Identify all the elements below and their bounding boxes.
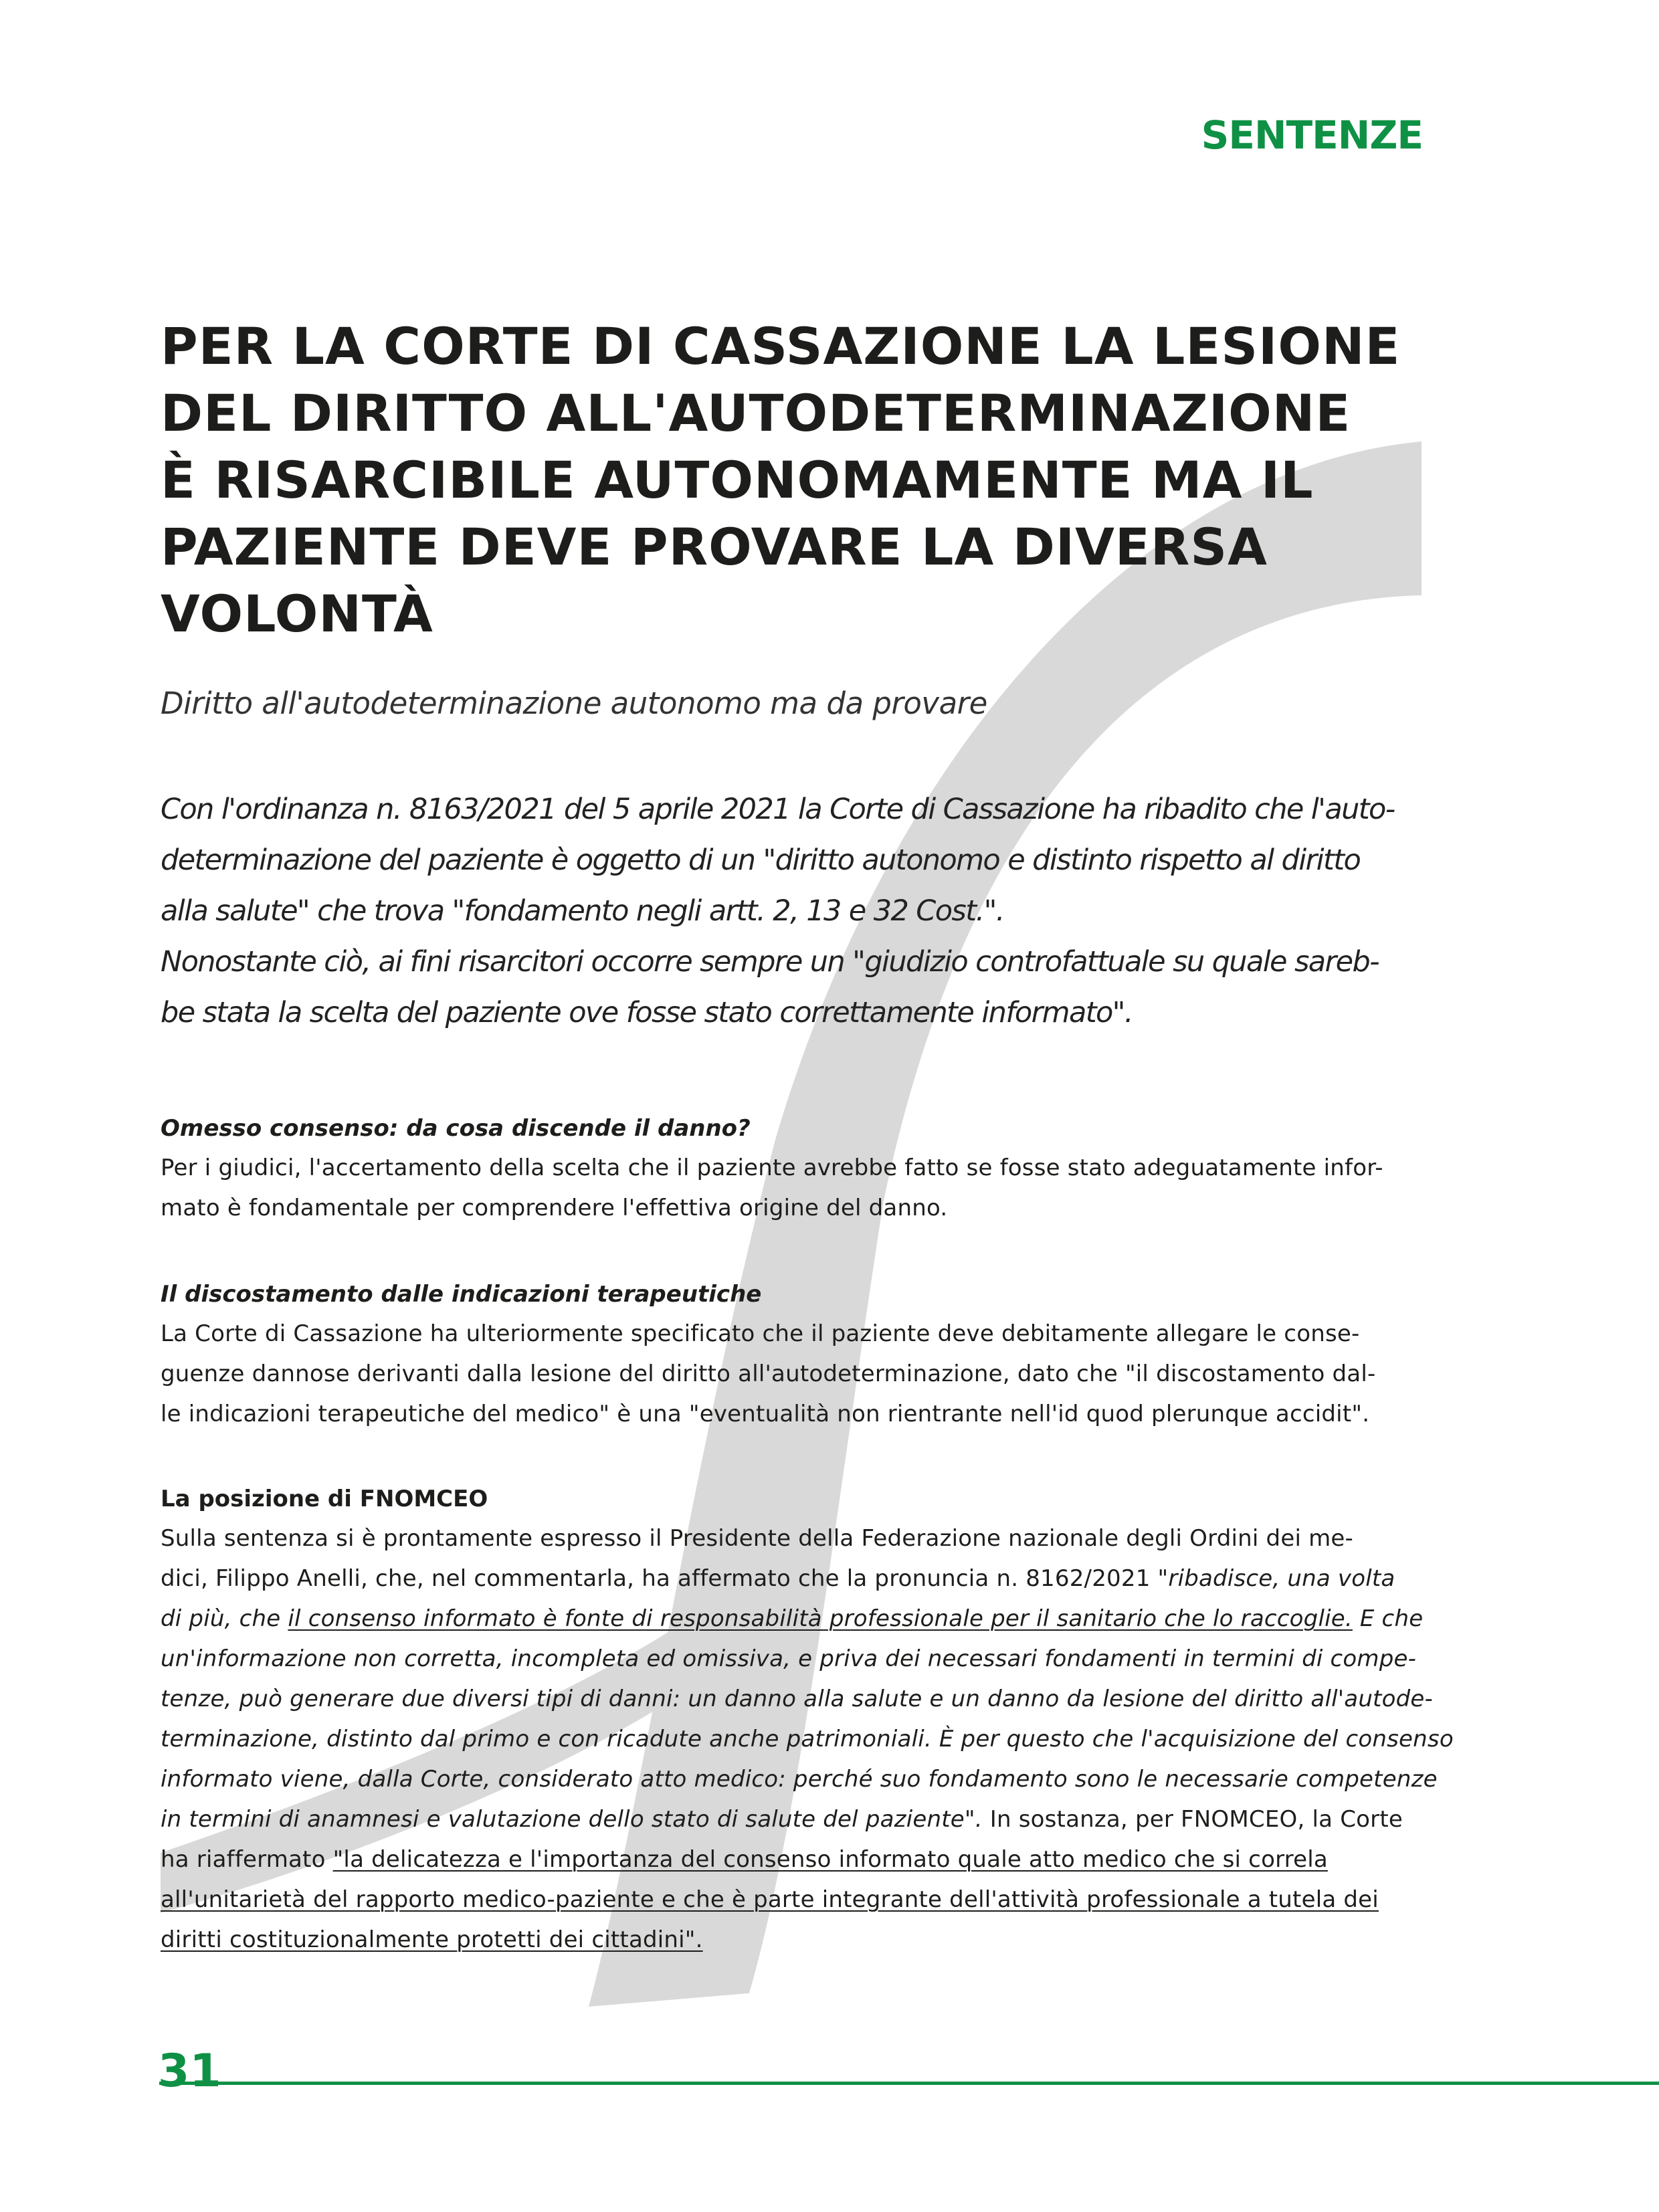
body-text: In sostanza, per FNOMCEO, la Corte [982,1806,1403,1833]
section-heading: La posizione di FNOMCEO [161,1486,488,1512]
body-line: le indicazioni terapeutiche del medico" è una "eventualità non rientrante nell'id quod plerunque accidit". [161,1401,1370,1427]
title-line: PER LA CORTE DI CASSAZIONE LA LESIONE [161,316,1401,376]
quote-text: "ribadisce, una volta [1157,1565,1395,1592]
section-heading: Il discostamento dalle indicazioni terapeutiche [161,1281,762,1308]
body-line [161,1599,1422,1639]
body-line: informato viene, dalla Corte, considerato atto medico: perché suo fondamento sono le necessarie competenze [161,1766,1438,1793]
quote-text: in termini di anamnesi e valutazione dello stato di salute del paziente". [161,1806,983,1833]
quote-text: E che [1352,1605,1424,1632]
body-line: guenze dannose derivanti dalla lesione del diritto all'autodeterminazione, dato che "il discostamento dal- [161,1361,1376,1387]
body-line: tenze, può generare due diversi tipi di danni: un danno alla salute e un danno da lesione del diritto all'autode- [161,1686,1433,1712]
title-line: È RISARCIBILE AUTONOMAMENTE MA IL [161,450,1314,510]
section-posizione-fnomceo [161,1480,1454,1960]
title-line: DEL DIRITTO ALL'AUTODETERMINAZIONE [161,383,1351,443]
body-line [161,1839,1422,1880]
section-discostamento [161,1275,1422,1434]
page-number: 31 [158,2045,221,2098]
section-label: SENTENZE [1201,112,1423,158]
body-line [161,1799,1422,1839]
body-text: dici, Filippo Anelli, che, nel commentarla, ha affermato che la pronuncia n. 8162/2021 [161,1565,1158,1592]
underlined-quote: "la delicatezza e l'importanza del consenso informato quale atto medico che si correla [332,1846,1328,1873]
body-line: La Corte di Cassazione ha ulteriormente specificato che il paziente deve debitamente allegare le conse- [161,1320,1360,1347]
lead-line: Con l'ordinanza n. 8163/2021 del 5 aprile 2021 la Corte di Cassazione ha ribadito che l'auto- [161,793,1395,826]
body-line [161,1559,1422,1599]
section-heading: Omesso consenso: da cosa discende il danno? [161,1115,751,1142]
article-subtitle: Diritto all'autodeterminazione autonomo ma da provare [161,686,987,721]
section-omesso-consenso [161,1109,1422,1228]
lead-line: be stata la scelta del paziente ove fosse stato correttamente informato". [161,996,1133,1029]
lead-line: determinazione del paziente è oggetto di un "diritto autonomo e distinto rispetto al diritto [161,843,1361,877]
title-line: PAZIENTE DEVE PROVARE LA DIVERSA [161,517,1268,577]
underlined-quote: il consenso informato è fonte di responsabilità professionale per il sanitario che lo raccoglie. [288,1605,1353,1632]
body-line: terminazione, distinto dal primo e con ricadute anche patrimoniali. È per questo che l'acquisizione del consenso [161,1726,1454,1752]
quote-text: di più, che [161,1605,288,1632]
lead-line: Nonostante ciò, ai fini risarcitori occorre sempre un "giudizio controfattuale su quale sareb- [161,945,1379,979]
title-line: VOLONTÀ [161,584,433,643]
underlined-quote: all'unitarietà del rapporto medico-paziente e che è parte integrante dell'attività professionale a tutela dei [161,1886,1379,1913]
body-line: Per i giudici, l'accertamento della scelta che il paziente avrebbe fatto se fosse stato adeguatamente infor- [161,1154,1383,1181]
lead-line: alla salute" che trova "fondamento negli artt. 2, 13 e 32 Cost.". [161,894,1004,928]
footer-rule [159,2082,1659,2085]
lead-paragraph [161,784,1422,1038]
article-title [161,313,1432,647]
body-line: mato è fondamentale per comprendere l'effettiva origine del danno. [161,1195,948,1221]
body-text: ha riaffermato [161,1846,333,1873]
body-line: un'informazione non corretta, incompleta ed omissiva, e priva dei necessari fondamenti in termini di compe- [161,1645,1417,1672]
underlined-quote: diritti costituzionalmente protetti dei cittadini". [161,1926,703,1953]
body-line: Sulla sentenza si è prontamente espresso il Presidente della Federazione nazionale degli Ordini dei me- [161,1525,1354,1552]
